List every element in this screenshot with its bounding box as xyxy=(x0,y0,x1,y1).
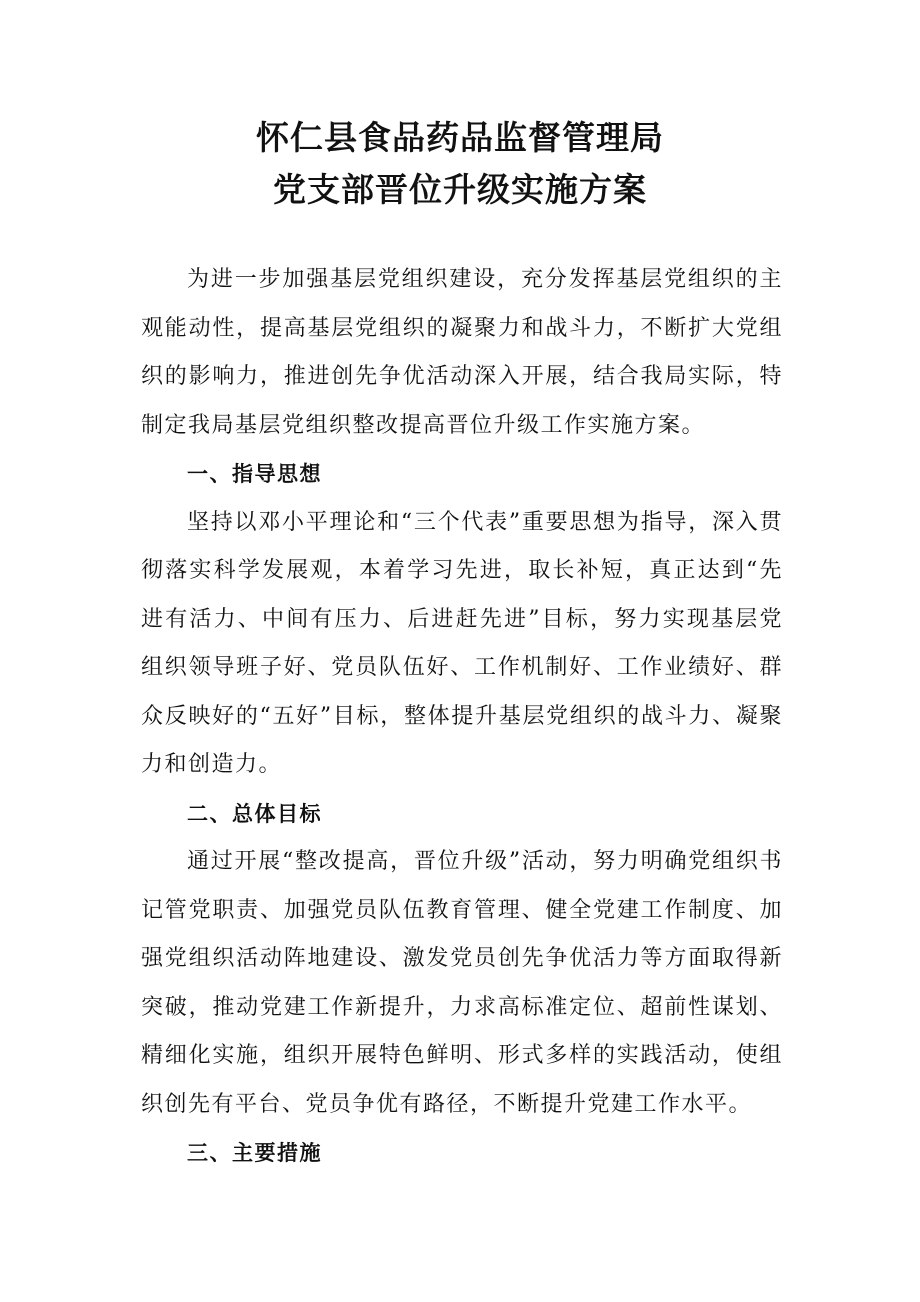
section-heading-overall-goal: 二、总体目标 xyxy=(187,801,322,826)
section-paragraph-guiding-ideology: 坚持以邓小平理论和“三个代表”重要思想为指导，深入贯彻落实科学发展观，本着学习先进，取长补短，真正达到“先进有活力、中间有压力、后进赶先进”目标，努力实现基层党组织领导班子好、党员队伍好、工作机制好、工作业绩好、群众反映好的“五好”目标，整体提升基层党组织的战斗力、凝聚力和创造力。 xyxy=(141,509,783,777)
intro-paragraph: 为进一步加强基层党组织建设，充分发挥基层党组织的主观能动性，提高基层党组织的凝聚力和战斗力，不断扩大党组织的影响力，推进创先争优活动深入开展，结合我局实际，特制定我局基层党组织整改提高晋位升级工作实施方案。 xyxy=(141,267,783,438)
document-body xyxy=(141,256,783,1178)
title-line-1: 怀仁县食品药品监督管理局 xyxy=(256,118,664,157)
section-heading-main-measures: 三、主要措施 xyxy=(187,1141,322,1165)
title-line-2: 党支部晋位升级实施方案 xyxy=(273,170,647,209)
section-paragraph-overall-goal: 通过开展“整改提高，晋位升级”活动，努力明确党组织书记管党职责、加强党员队伍教育管理、健全党建工作制度、加强党组织活动阵地建设、激发党员创先争优活力等方面取得新突破，推动党建工作新提升，力求高标准定位、超前性谋划、精细化实施，组织开展特色鲜明、形式多样的实践活动，使组织创先有平台、党员争优有路径，不断提升党建工作水平。 xyxy=(141,849,783,1117)
document-title xyxy=(0,112,920,216)
section-heading-guiding-ideology: 一、指导思想 xyxy=(187,462,322,486)
